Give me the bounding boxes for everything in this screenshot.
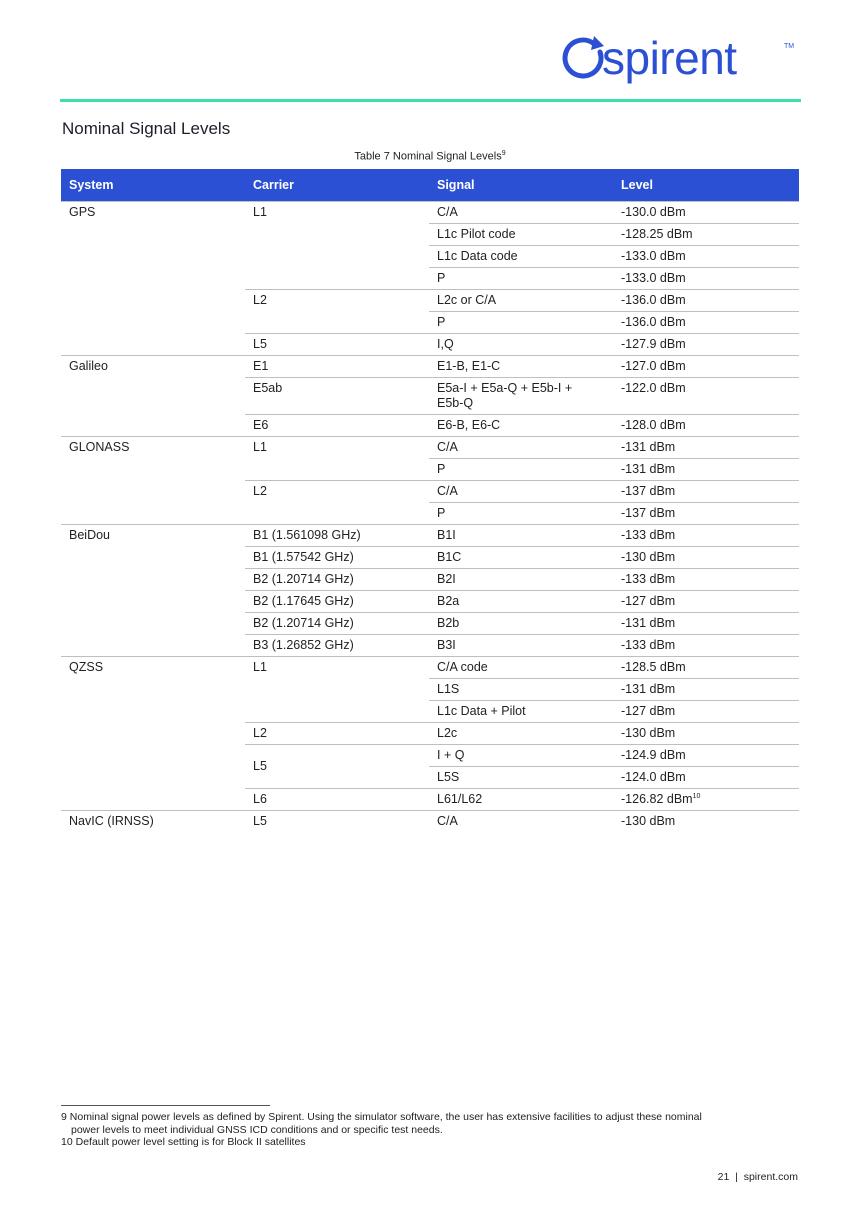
cell-level: -131 dBm [613, 437, 799, 459]
cell-system: GLONASS [61, 437, 245, 525]
cell-signal: B3I [429, 635, 613, 657]
table-row [61, 811, 799, 833]
table-header-row [61, 169, 799, 202]
page-footer [718, 1171, 798, 1183]
cell-carrier: E6 [245, 415, 429, 437]
cell-level: -124.0 dBm [613, 767, 799, 789]
cell-carrier: L2 [245, 723, 429, 745]
cell-signal: L1c Data + Pilot [429, 701, 613, 723]
header-carrier: Carrier [245, 169, 429, 202]
table-row [61, 356, 799, 378]
cell-carrier: L6 [245, 789, 429, 811]
table-row [61, 202, 799, 224]
cell-carrier: L2 [245, 290, 429, 334]
cell-level: -128.0 dBm [613, 415, 799, 437]
cell-level: -130 dBm [613, 547, 799, 569]
footnotes [61, 1111, 796, 1149]
cell-signal: E6-B, E6-C [429, 415, 613, 437]
cell-signal: P [429, 503, 613, 525]
logo-wordmark: spirent [602, 32, 737, 84]
cell-level: -133 dBm [613, 569, 799, 591]
table-caption-footnote-ref: 9 [501, 150, 506, 157]
cell-signal: C/A code [429, 657, 613, 679]
cell-level: -127.9 dBm [613, 334, 799, 356]
cell-carrier: L5 [245, 745, 429, 789]
footnote-10 [61, 1136, 796, 1149]
cell-level: -136.0 dBm [613, 290, 799, 312]
cell-carrier: B2 (1.20714 GHz) [245, 613, 429, 635]
cell-level: -127.0 dBm [613, 356, 799, 378]
cell-level [613, 789, 799, 811]
cell-level-value: -126.82 dBm [621, 792, 693, 806]
cell-signal: E1-B, E1-C [429, 356, 613, 378]
cell-signal: P [429, 268, 613, 290]
cell-signal: L2c [429, 723, 613, 745]
cell-carrier: L1 [245, 437, 429, 481]
cell-signal: L5S [429, 767, 613, 789]
cell-system: NavIC (IRNSS) [61, 811, 245, 833]
cell-level: -130 dBm [613, 723, 799, 745]
footnote-number: 9 [61, 1111, 67, 1123]
cell-level: -130.0 dBm [613, 202, 799, 224]
cell-system: GPS [61, 202, 245, 356]
cell-signal: L61/L62 [429, 789, 613, 811]
header-rule [60, 99, 801, 102]
cell-signal: B1C [429, 547, 613, 569]
cell-signal: I + Q [429, 745, 613, 767]
cell-carrier: E1 [245, 356, 429, 378]
header-signal: Signal [429, 169, 613, 202]
site-link[interactable]: spirent.com [743, 1171, 798, 1183]
cell-signal: E5a-I + E5a-Q + E5b-I + E5b-Q [429, 378, 613, 415]
cell-level: -131 dBm [613, 679, 799, 701]
cell-level: -130 dBm [613, 811, 799, 833]
logo-trademark: TM [784, 43, 795, 50]
page-number: 21 [717, 1171, 730, 1183]
cell-signal: B2b [429, 613, 613, 635]
cell-signal: C/A [429, 811, 613, 833]
cell-carrier: E5ab [245, 378, 429, 415]
cell-level: -127 dBm [613, 591, 799, 613]
cell-signal: P [429, 312, 613, 334]
cell-signal: P [429, 459, 613, 481]
footnote-9 [61, 1111, 796, 1124]
cell-carrier: B1 (1.57542 GHz) [245, 547, 429, 569]
cell-signal: L1c Data code [429, 246, 613, 268]
cell-carrier: B2 (1.20714 GHz) [245, 569, 429, 591]
header-level: Level [613, 169, 799, 202]
cell-level: -133.0 dBm [613, 268, 799, 290]
cell-level: -137 dBm [613, 503, 799, 525]
cell-system: Galileo [61, 356, 245, 437]
cell-signal: C/A [429, 437, 613, 459]
footnote-9-continuation: power levels to meet individual GNSS ICD conditions and or specific test needs. [71, 1123, 443, 1136]
spirent-logo [558, 30, 803, 92]
table-row [61, 437, 799, 459]
cell-signal: C/A [429, 202, 613, 224]
cell-level: -122.0 dBm [613, 378, 799, 415]
footnote-number: 10 [61, 1136, 73, 1148]
cell-carrier: L2 [245, 481, 429, 525]
cell-level: -124.9 dBm [613, 745, 799, 767]
cell-carrier: L1 [245, 657, 429, 723]
cell-signal: B1I [429, 525, 613, 547]
cell-level: -133 dBm [613, 525, 799, 547]
cell-level: -136.0 dBm [613, 312, 799, 334]
cell-carrier: L1 [245, 202, 429, 290]
table-row [61, 525, 799, 547]
section-title: Nominal Signal Levels [62, 119, 231, 138]
cell-level: -128.25 dBm [613, 224, 799, 246]
cell-carrier: L5 [245, 811, 429, 833]
cell-signal: B2a [429, 591, 613, 613]
cell-system: BeiDou [61, 525, 245, 657]
cell-level: -137 dBm [613, 481, 799, 503]
cell-carrier: B3 (1.26852 GHz) [245, 635, 429, 657]
footnote-text: Default power level setting is for Block II satellites [75, 1136, 306, 1148]
logo-mark-icon [565, 36, 604, 76]
signal-levels-table [61, 169, 799, 832]
cell-level: -131 dBm [613, 459, 799, 481]
cell-signal: C/A [429, 481, 613, 503]
table-caption-text: Table 7 Nominal Signal Levels [354, 150, 502, 163]
cell-signal: L1c Pilot code [429, 224, 613, 246]
cell-carrier: B2 (1.17645 GHz) [245, 591, 429, 613]
cell-level: -127 dBm [613, 701, 799, 723]
cell-signal: B2I [429, 569, 613, 591]
cell-system: QZSS [61, 657, 245, 811]
cell-carrier: B1 (1.561098 GHz) [245, 525, 429, 547]
cell-signal: L1S [429, 679, 613, 701]
footnote-divider [61, 1105, 270, 1106]
cell-signal: L2c or C/A [429, 290, 613, 312]
cell-level: -131 dBm [613, 613, 799, 635]
table-caption [0, 150, 860, 163]
cell-level: -133 dBm [613, 635, 799, 657]
footnote-text: Nominal signal power levels as defined by Spirent. Using the simulator software, the user has extensive facilities to adjust these nominal [69, 1111, 702, 1123]
footnote-ref: 10 [692, 792, 701, 800]
footer-separator: | [735, 1171, 738, 1183]
cell-level: -128.5 dBm [613, 657, 799, 679]
cell-level: -133.0 dBm [613, 246, 799, 268]
cell-signal: I,Q [429, 334, 613, 356]
header-system: System [61, 169, 245, 202]
table-row [61, 657, 799, 679]
cell-carrier: L5 [245, 334, 429, 356]
